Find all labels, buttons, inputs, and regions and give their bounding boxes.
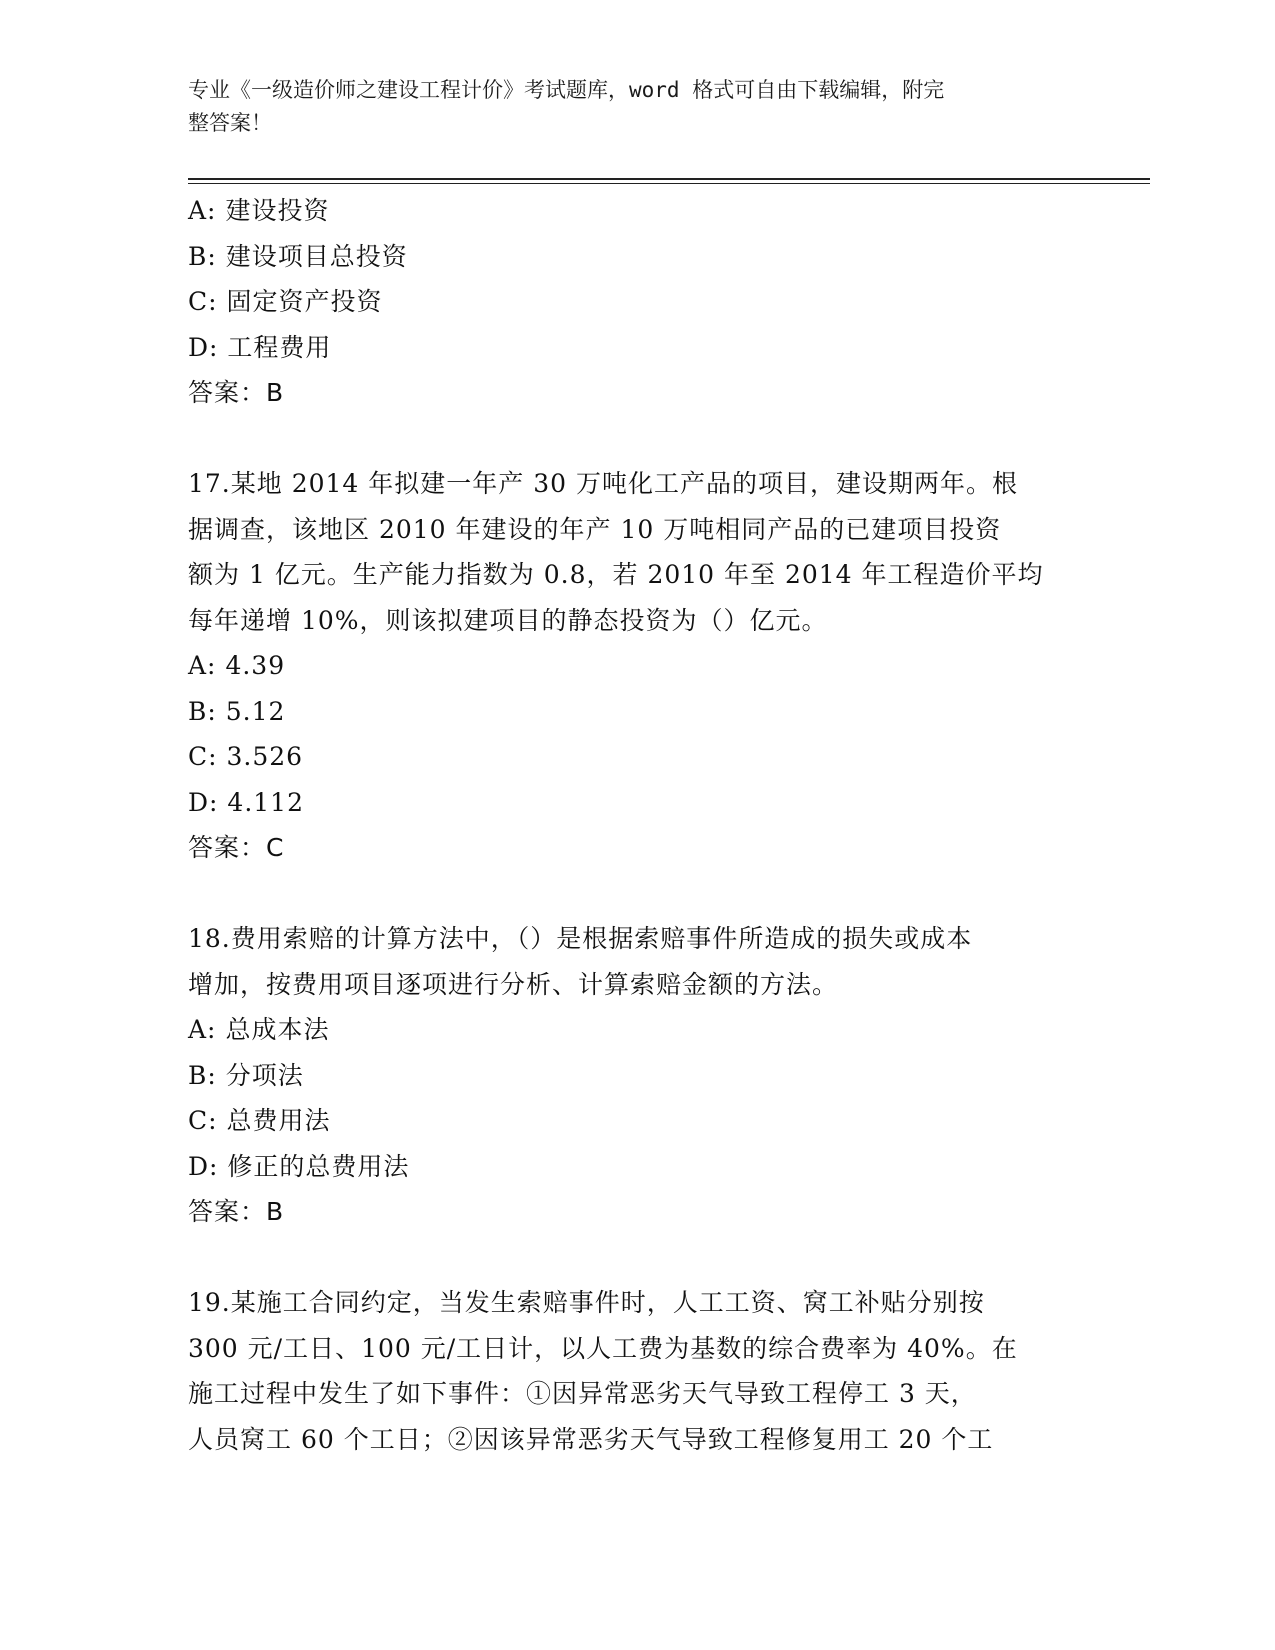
option-letter: D:	[188, 1151, 219, 1181]
question-text-line: 施工过程中发生了如下事件：①因异常恶劣天气导致工程停工 3 天，	[188, 1379, 977, 1408]
option-letter: A:	[188, 651, 217, 680]
header-line-2: 整答案！	[188, 111, 272, 135]
question-text-line: 18.费用索赔的计算方法中，（）是根据索赔事件所造成的损失或成本	[188, 924, 973, 953]
prev-question	[188, 188, 1088, 416]
option-b	[188, 1053, 1088, 1099]
option-text: 建设投资	[225, 196, 330, 225]
spacer	[188, 416, 1088, 462]
option-letter: D:	[188, 787, 219, 817]
option-text: 4.39	[225, 651, 286, 680]
question-19	[188, 1280, 1088, 1462]
option-d	[188, 780, 1088, 826]
question-text-line: 每年递增 10%，则该拟建项目的静态投资为（）亿元。	[188, 605, 828, 635]
option-text: 分项法	[225, 1060, 304, 1090]
option-letter: B:	[188, 1060, 217, 1090]
header-divider-thin	[188, 183, 1150, 184]
header-line-1: 专业《一级造价师之建设工程计价》考试题库，word 格式可自由下载编辑，附完	[188, 78, 945, 102]
option-a	[188, 643, 1088, 689]
question-text-line: 增加，按费用项目逐项进行分析、计算索赔金额的方法。	[188, 969, 839, 999]
question-17	[188, 461, 1088, 871]
option-b	[188, 234, 1088, 280]
question-text-line: 19.某施工合同约定，当发生索赔事件时，人工工资、窝工补贴分别按	[188, 1288, 985, 1317]
question-18	[188, 916, 1088, 1235]
option-letter: C:	[188, 742, 218, 771]
option-letter: C:	[188, 287, 218, 316]
option-a	[188, 1007, 1088, 1053]
answer: 答案：C	[188, 833, 285, 862]
question-content	[188, 188, 1088, 1462]
answer: 答案：B	[188, 1197, 285, 1226]
question-text-line: 据调查，该地区 2010 年建设的年产 10 万吨相同产品的已建项目投资	[188, 514, 1002, 544]
option-letter: D:	[188, 332, 219, 362]
option-text: 总费用法	[226, 1106, 331, 1135]
option-letter: A:	[188, 1015, 217, 1044]
option-b	[188, 689, 1088, 735]
spacer	[188, 1235, 1088, 1281]
option-text: 4.112	[227, 787, 304, 817]
header-divider-thick	[188, 178, 1150, 180]
option-letter: C:	[188, 1106, 218, 1135]
option-text: 3.526	[226, 742, 304, 771]
question-text-line: 额为 1 亿元。生产能力指数为 0.8，若 2010 年至 2014 年工程造价平均	[188, 560, 1044, 589]
option-text: 固定资产投资	[226, 287, 383, 316]
page-header	[188, 74, 1088, 140]
option-text: 总成本法	[225, 1015, 330, 1044]
option-c	[188, 279, 1088, 325]
option-letter: B:	[188, 696, 217, 726]
option-c	[188, 734, 1088, 780]
option-a	[188, 188, 1088, 234]
option-text: 工程费用	[227, 332, 332, 362]
question-text-line: 人员窝工 60 个工日；②因该异常恶劣天气导致工程修复用工 20 个工	[188, 1424, 994, 1454]
option-d	[188, 1144, 1088, 1190]
spacer	[188, 871, 1088, 917]
answer: 答案：B	[188, 378, 285, 407]
option-letter: B:	[188, 241, 217, 271]
option-text: 5.12	[225, 696, 286, 726]
option-letter: A:	[188, 196, 217, 225]
question-text-line: 300 元/工日、100 元/工日计，以人工费为基数的综合费率为 40%。在	[188, 1333, 1018, 1363]
option-c	[188, 1098, 1088, 1144]
option-text: 建设项目总投资	[225, 241, 408, 271]
option-d	[188, 325, 1088, 371]
question-text-line: 17.某地 2014 年拟建一年产 30 万吨化工产品的项目，建设期两年。根	[188, 469, 1018, 498]
option-text: 修正的总费用法	[227, 1151, 410, 1181]
